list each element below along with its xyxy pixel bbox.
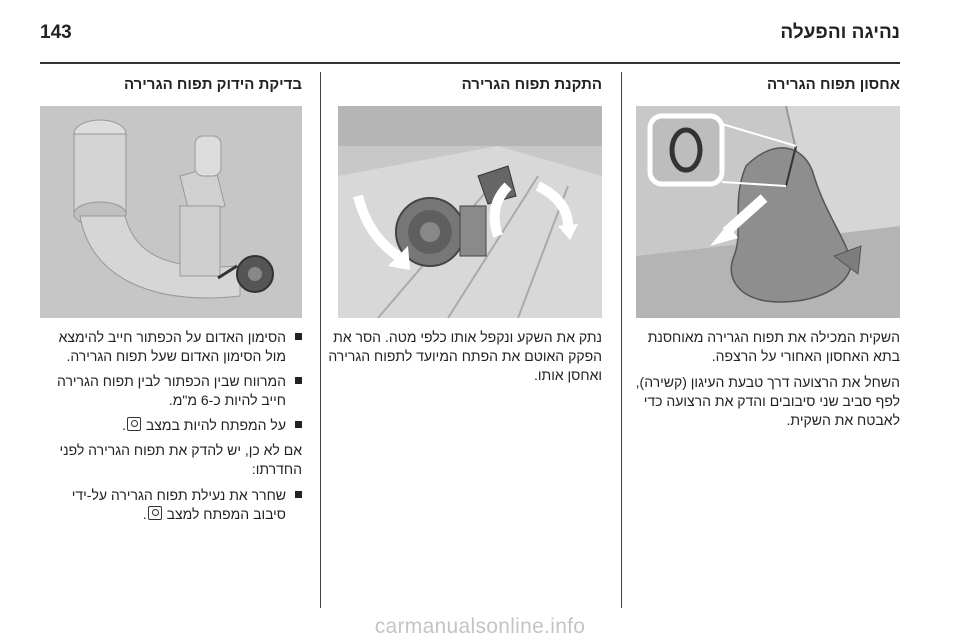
bullet-text: המרווח שבין הכפתור לבין תפוח הגרירה חייב להיות כ-6 מ"מ. [56,373,286,408]
bullet-text: הסימון האדום על הכפתור חייב להימצא מול הסימון האדום שעל תפוח הגרירה. [58,329,286,364]
column-storage [622,72,900,428]
paragraph: השקית המכילה את תפוח הגרירה מאוחסנת בתא האחסון האחורי על הרצפה. [647,329,900,364]
column-divider [320,72,321,608]
paragraph: השחל את הרצועה דרך טבעת העיגון (קשירה), לפף סביב שני סיבובים והדק את הרצועה כדי לאבטח את השקית. [635,374,900,428]
section-heading-check: בדיקת הידוק תפוח הגרירה [123,76,302,93]
section-heading-storage: אחסון תפוח הגרירה [767,76,900,93]
storage-illustration [636,106,900,318]
section-heading-installation: התקנת תפוח הגרירה [461,76,602,93]
bullet-item [40,328,302,366]
column-divider [621,72,622,608]
key-unlock-icon [148,506,162,520]
column-installation [322,72,602,383]
watermark: carmanualsonline.info [374,615,586,638]
bullet-item: שחרר את נעילת תפוח הגרירה על-ידי סיבוב המפתח למצב . [40,486,302,524]
bullet-item [40,372,302,410]
installation-text [322,328,602,392]
bullet-text: על המפתח להיות במצב [145,417,286,433]
bullet-text: שחרר את נעילת תפוח הגרירה על-ידי סיבוב המפתח למצב [71,487,286,522]
bullet-item: על המפתח להיות במצב . [40,416,302,435]
storage-text [622,328,900,437]
header-rule [40,62,900,64]
check-illustration [40,106,302,318]
paragraph: נתק את השקע ונקפל אותו כלפי מטה. הסר את הפקק האוטם את הפתח המיועד לתפוח הגרירה ואחסן אותו. [328,329,602,383]
chapter-title: נהיגה והפעלה [780,22,900,43]
page-header [40,18,900,48]
installation-illustration [338,106,602,318]
page-number: 143 [40,22,72,43]
check-text [40,328,302,530]
key-lock-icon [127,417,141,431]
column-check [40,72,302,522]
note-text: אם לא כן, יש להדק את תפוח הגרירה לפני החדרתו: [59,442,302,477]
